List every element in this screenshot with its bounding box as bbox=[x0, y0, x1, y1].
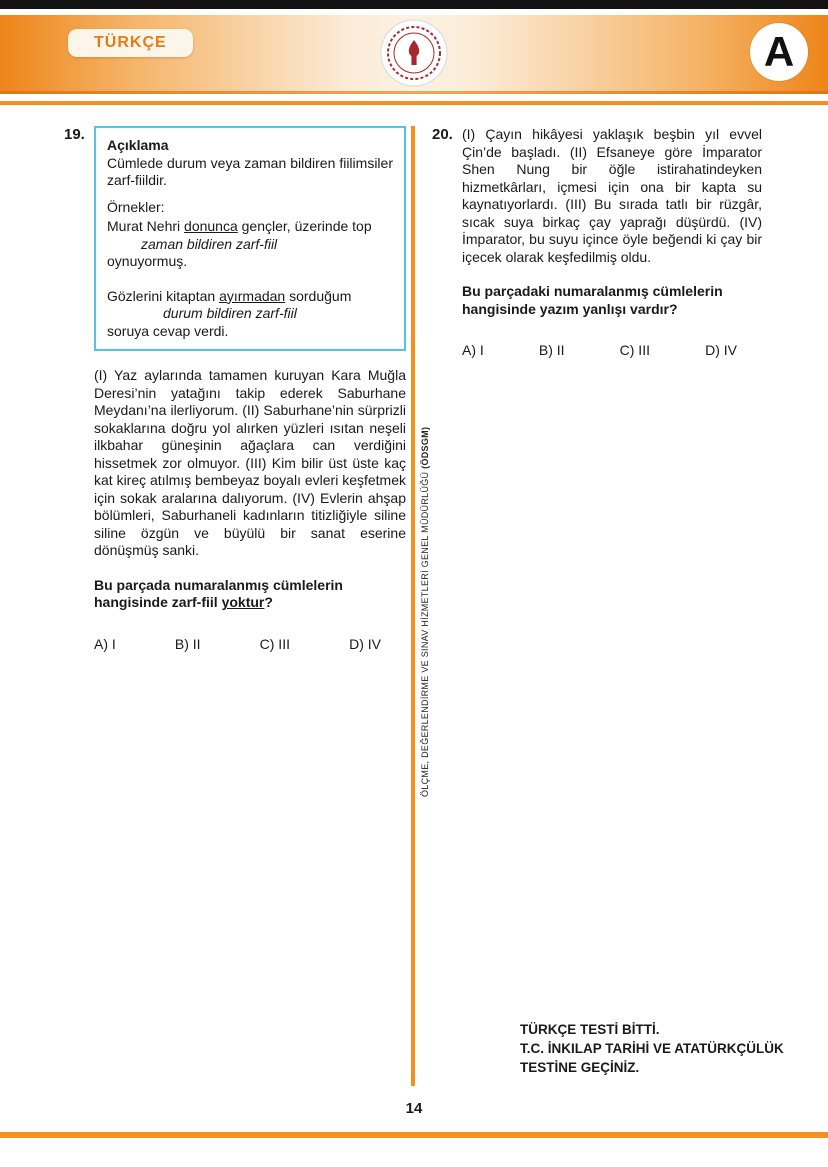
option-b: B) II bbox=[174, 635, 201, 652]
option-d: D) IV bbox=[705, 342, 737, 358]
question-20-stem: Bu parçadaki numaralanmış cümlelerin hangisinde yazım yanlışı vardır? bbox=[462, 283, 723, 317]
subject-label bbox=[68, 29, 193, 57]
end-note-line-2: T.C. İNKILAP TARİHİ VE ATATÜRKÇÜLÜK bbox=[520, 1041, 784, 1056]
right-column bbox=[432, 126, 762, 360]
examples-label: Örnekler: bbox=[107, 198, 165, 215]
subject-label-text: TÜRKÇE bbox=[94, 34, 167, 51]
question-19-number: 19. bbox=[64, 126, 85, 143]
question-19 bbox=[64, 126, 406, 653]
example-2-line bbox=[107, 288, 393, 306]
question-20-body bbox=[462, 126, 762, 360]
column-divider bbox=[411, 126, 415, 1086]
explanation-title: Açıklama bbox=[107, 137, 169, 153]
stem-underlined-word: yoktur bbox=[221, 594, 265, 610]
question-20-passage: (I) Çayın hikâyesi yaklaşık beşbin yıl evvel Çin’de başladı. (II) Efsaneye göre İmparator Shen Nung bir öğle istirahatindeyken hizmetkârları, içmesi için ona bir kapta su kaynatıyorlardı. (III) Bu sırada tatlı bir rüzgâr, sıcak suya birkaç çay yaprağı düşürdü. (IV) İmparator, bu suyu içince öyle beğendi ki çay bir içecek olarak keşfedilmiş oldu. bbox=[462, 126, 762, 265]
question-19-passage: (I) Yaz aylarında tamamen kuruyan Kara Muğla Deresi’nin yatağını takip ederek Saburhane Meydanı’na ilerliyorum. (II) Saburhane’nin sürprizli sokaklarına doğru yol alırken yüzleri ısıtan neşeli ilkbahar güneşinin ağaçlara can verdiğini hissetmek zor olmuyor. (III) Kim bilir üst üste kaç kat kireç atılmış bembeyaz boyalı evleri keşfetmek için sokak aralarına dalıyorum. (IV) Evlerin ahşap bölümleri, Saburhaneli kadınların titizliğiyle siline siline özgün ve büyülü bir sanat eserine dönüşmüş sanki. bbox=[94, 367, 407, 558]
option-a: A) I bbox=[94, 635, 116, 652]
example-1-annotation: zaman bildiren zarf-fiil bbox=[141, 235, 278, 252]
left-column bbox=[64, 126, 406, 653]
explanation-description: Cümlede durum veya zaman bildiren fiilimsiler zarf-fiildir. bbox=[107, 154, 393, 188]
question-19-options-row bbox=[94, 636, 381, 654]
ministry-emblem-icon bbox=[380, 19, 448, 87]
stem-text: Bu parçada numaralanmış cümlelerin hangisinde zarf-fiil bbox=[94, 576, 343, 610]
example-2-end: soruya cevap verdi. bbox=[107, 322, 229, 339]
vertical-text-main: ÖLÇME, DEĞERLENDİRME VE SINAV HİZMETLERİ GENEL MÜDÜRLÜĞÜ bbox=[420, 468, 430, 797]
option-c: C) III bbox=[619, 342, 650, 358]
vertical-text-bold: (ÖDSGM) bbox=[420, 426, 430, 469]
booklet-letter: A bbox=[763, 28, 795, 75]
question-20-options-row bbox=[462, 342, 737, 360]
header-rule bbox=[0, 101, 828, 105]
example-2-post: sorduğum bbox=[285, 287, 352, 304]
example-spacer bbox=[107, 271, 393, 288]
header-band bbox=[0, 15, 828, 91]
option-b: B) II bbox=[538, 342, 565, 358]
end-note-line-1: TÜRKÇE TESTİ BİTTİ. bbox=[520, 1022, 660, 1037]
explanation-box bbox=[94, 126, 406, 351]
example-1-pre: Murat Nehri bbox=[107, 218, 185, 234]
question-19-body bbox=[94, 126, 406, 653]
example-1-post: gençler, üzerinde top bbox=[237, 218, 372, 234]
option-d: D) IV bbox=[349, 635, 381, 652]
end-of-test-note bbox=[520, 1020, 784, 1077]
example-2-pre: Gözlerini kitaptan bbox=[107, 287, 220, 304]
question-20 bbox=[432, 126, 762, 360]
stem-question-mark: ? bbox=[264, 594, 273, 610]
vertical-department-text bbox=[420, 427, 430, 797]
option-a: A) I bbox=[462, 342, 484, 358]
page-number: 14 bbox=[405, 1100, 423, 1117]
example-1-end: oynuyormuş. bbox=[107, 253, 188, 269]
example-2-underlined-word: ayırmadan bbox=[219, 287, 286, 304]
end-note-line-3: TESTİNE GEÇİNİZ. bbox=[520, 1060, 640, 1075]
question-20-number: 20. bbox=[432, 126, 453, 143]
example-1-line bbox=[107, 218, 393, 236]
ministry-logo bbox=[380, 19, 448, 87]
example-1-underlined-word: donunca bbox=[184, 218, 238, 234]
booklet-letter-badge bbox=[750, 23, 808, 81]
example-2-annotation: durum bildiren zarf-fiil bbox=[163, 305, 297, 321]
question-19-stem bbox=[94, 577, 406, 612]
option-c: C) III bbox=[259, 635, 290, 652]
top-black-bar bbox=[0, 0, 828, 9]
bottom-rule bbox=[0, 1132, 828, 1138]
